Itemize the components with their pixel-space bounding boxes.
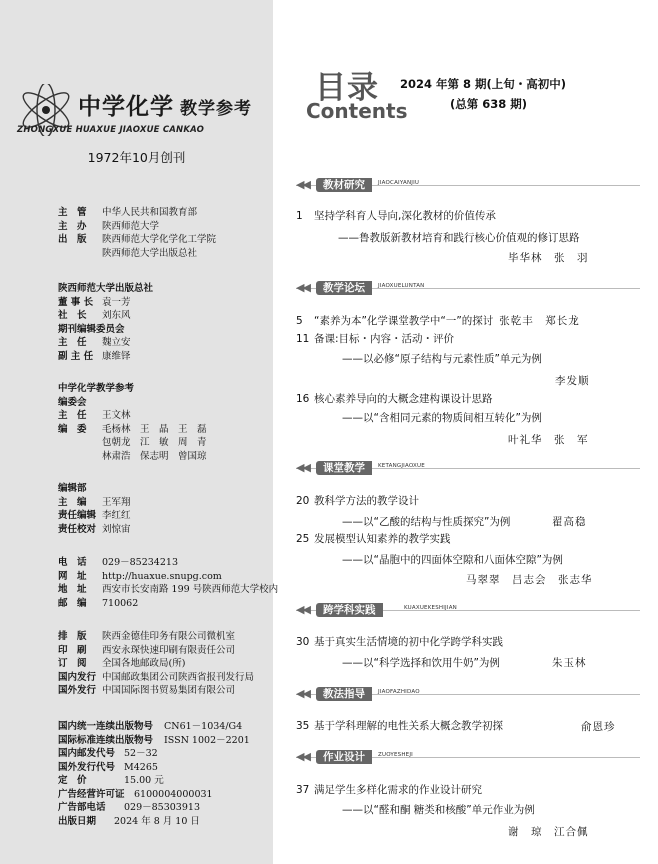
toc-entry[interactable]: 37 满足学生多样化需求的作业设计研究 — [296, 784, 482, 796]
toc-entry[interactable]: 20 教科学方法的教学设计 — [296, 495, 419, 507]
toc-authors: 谢 琼 江合佩 — [508, 826, 589, 838]
toc-entry[interactable]: 30 基于真实生活情境的初中化学跨学科实践 — [296, 636, 503, 648]
production-block: 排 版 陕西金德佳印务有限公司微机室 印 刷 西安永琛快速印刷有限责任公司 订 阅 全国各地邮政局(所) 国内发行 中国邮政集团公司陕西省报刊发行局 国外发行 中国国际图书贸易集团有限公司 — [58, 631, 255, 696]
double-arrow-icon: ◀◀ — [296, 461, 309, 474]
logo-title: 中学化学 教学参考 — [78, 93, 252, 120]
toc-authors: 毕华林 张 羽 — [508, 252, 589, 264]
toc-subtitle: ——鲁教版新教材培育和践行核心价值观的修订思路 — [338, 232, 580, 244]
founded-date: 1972年10月创刊 — [87, 150, 186, 165]
publisher-block: 主 管 中华人民共和国教育部 主 办 陕西师范大学 出 版 陕西师范大学化学化工学院 陕西师范大学出版总社 — [58, 207, 217, 259]
toc-subtitle: ——以“乙酸的结构与性质探究”为例 — [342, 516, 511, 528]
double-arrow-icon: ◀◀ — [296, 687, 309, 700]
issue-line-2: (总第 638 期) — [450, 97, 528, 111]
toc-entry[interactable]: 25 发展模型认知素养的教学实践 — [296, 533, 451, 545]
editorial-dept: 编辑部 主 编 王军翔 责任编辑 李红红 责任校对 刘惊宙 — [58, 483, 131, 535]
section-header: ◀◀ 作业设计 ZUOYESHEJI — [296, 750, 640, 764]
toc-panel — [273, 0, 658, 864]
registry-block: 国内统一连续出版物号 CN61－1034/G4 国际标准连续出版物号 ISSN 1002－2201 国内邮发代号 52－32 国外发行代号 M4265 定 价 15.00 元 广告经营许可证 6100004000031 广告部电话 029－85303913 出版日期 2024 年 8 月 10 日 — [58, 721, 250, 827]
double-arrow-icon: ◀◀ — [296, 750, 309, 763]
section-header: ◀◀ 教学论坛 JIAOXUELUNTAN — [296, 281, 640, 295]
toc-authors: 朱玉林 — [552, 657, 587, 669]
toc-authors: 马翠翠 吕志会 张志华 — [466, 574, 593, 586]
toc-authors: 俞恩珍 — [581, 721, 616, 733]
toc-entry[interactable]: 5 “素养为本”化学课堂教学中“一”的探讨 张乾丰 郑长龙 — [296, 315, 580, 327]
contact-block: 电 话 029－85234213 网 址 http://huaxue.snupg.com 地 址 西安市长安南路 199 号陕西师范大学校内 邮 编 710062 — [58, 557, 279, 609]
issue-line-1: 2024 年第 8 期(上旬・高初中) — [400, 77, 567, 91]
toc-entry[interactable]: 35 基于学科理解的电性关系大概念教学初探 — [296, 720, 503, 732]
toc-subtitle: ——以“醛和酮 糖类和核酸”单元作业为例 — [342, 804, 535, 816]
toc-subtitle: ——以“科学选择和饮用牛奶”为例 — [342, 657, 500, 669]
toc-subtitle: ——以“含相同元素的物质间相互转化”为例 — [342, 412, 542, 424]
section-header: ◀◀ 教法指导 JIAOFAZHIDAO — [296, 687, 640, 701]
double-arrow-icon: ◀◀ — [296, 178, 309, 191]
toc-title: 目录 — [315, 70, 379, 106]
toc-authors: 李发顺 — [555, 375, 590, 387]
toc-authors: 张乾丰 郑长龙 — [499, 315, 580, 327]
double-arrow-icon: ◀◀ — [296, 281, 309, 294]
section-header: ◀◀ 课堂教学 KETANGJIAOXUE — [296, 461, 640, 475]
toc-entry[interactable]: 1 坚持学科育人导向,深化教材的价值传承 — [296, 210, 496, 222]
toc-entry[interactable]: 16 核心素养导向的大概念建构课设计思路 — [296, 393, 493, 405]
toc-title-en: Contents — [306, 99, 408, 123]
logo-english: ZHONGXUE HUAXUE JIAOXUE CANKAO — [17, 125, 205, 135]
editorial-committee: 中学化学教学参考 编委会 主 任 王文林 编 委 毛杨林 王 晶 王 磊 包朝龙 江 敏 周 青 林肃浩 保志明 曾国琼 — [58, 383, 207, 462]
toc-subtitle: ——以必修“原子结构与元素性质”单元为例 — [342, 353, 542, 365]
double-arrow-icon: ◀◀ — [296, 603, 309, 616]
press-block: 陕西师范大学出版总社 董 事 长 袁一芳 社 长 刘东风 期刊编辑委员会 主 任 魏立安 副 主 任 康维铎 — [58, 283, 154, 362]
toc-subtitle: ——以“晶胞中的四面体空隙和八面体空隙”为例 — [342, 554, 563, 566]
section-header: ◀◀ 教材研究 JIAOCAIYANJIU — [296, 178, 640, 192]
toc-authors: 翟高稳 — [552, 516, 587, 528]
section-header: ◀◀ 跨学科实践 KUAXUEKESHIJIAN — [296, 603, 640, 617]
toc-authors: 叶礼华 张 军 — [508, 434, 589, 446]
toc-entry[interactable]: 11 备课:目标・内容・活动・评价 — [296, 333, 455, 345]
